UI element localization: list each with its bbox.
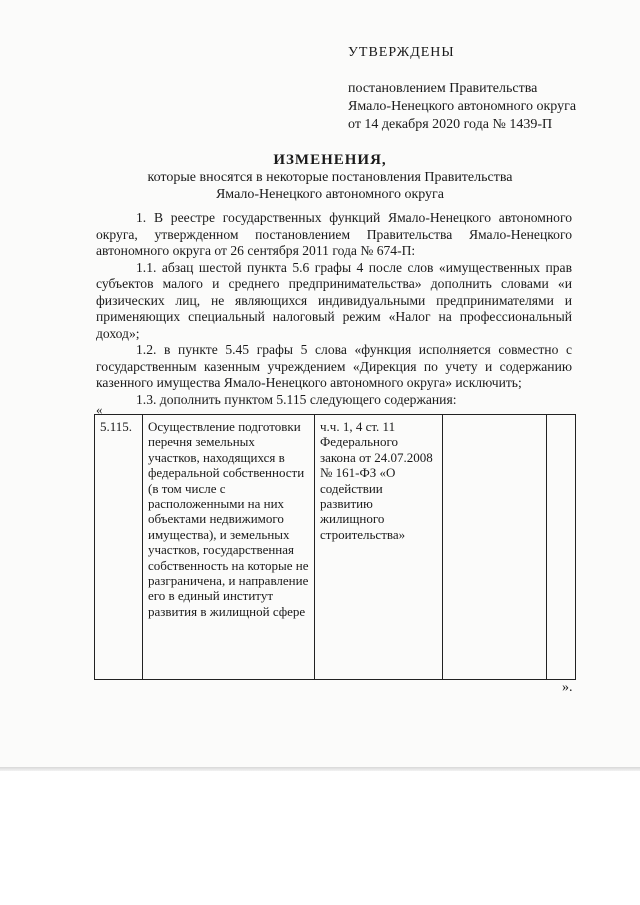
document-title-block — [90, 152, 570, 203]
registry-table — [94, 414, 576, 680]
cell-empty — [547, 415, 576, 680]
approval-heading: УТВЕРЖДЕНЫ — [348, 45, 455, 60]
paragraph: 1.2. в пункте 5.45 графы 5 слова «функция исполняется совместно с государственным казенным учреждением «Дирекция по учету и содержанию казенного имущества Ямало-Ненецкого автономного округа» исключить; — [96, 342, 572, 390]
paragraph: 1.3. дополнить пунктом 5.115 следующего содержания: — [136, 391, 457, 407]
document-title: ИЗМЕНЕНИЯ, — [273, 152, 387, 168]
opening-quote: « — [96, 402, 103, 417]
table-row — [95, 415, 576, 680]
document-subtitle-line: которые вносятся в некоторые постановления Правительства — [147, 170, 513, 185]
document-subtitle-line: Ямало-Ненецкого автономного округа — [215, 187, 445, 202]
cell-function: Осуществление подготовки перечня земельных участков, находящихся в федеральной собственности (в том числе с расположенными на них объектами недвижимого имущества), и земельных участков, государственная собственность на которые не разграничена, и направление его в единый институт развития в жилищной сфере — [143, 415, 315, 680]
cell-legal-basis: ч.ч. 1, 4 ст. 11 Федерального закона от 24.07.2008 № 161-ФЗ «О содействии развитию жилищного строительства» — [315, 415, 443, 680]
paragraph: 1.1. абзац шестой пункта 5.6 графы 4 после слов «имущественных прав субъектов малого и среднего предпринимательства» дополнить словами «и физических лиц, не являющихся индивидуальными предпринимателями и применяющих специальный налоговый режим «Налог на профессиональный доход»; — [96, 259, 572, 341]
closing-quote: ». — [562, 680, 573, 695]
approval-block — [348, 44, 576, 134]
approval-line: от 14 декабря 2020 года № 1439-П — [348, 117, 553, 132]
approval-line: Ямало-Ненецкого автономного округа — [348, 99, 577, 114]
cell-number: 5.115. — [95, 415, 143, 680]
cell-empty — [443, 415, 547, 680]
paragraph: 1. В реестре государственных функций Ямало-Ненецкого автономного округа, утвержденном постановлением Правительства Ямало-Ненецкого автономного округа от 26 сентября 2011 года № 674-П: — [96, 210, 572, 258]
approval-line: постановлением Правительства — [348, 81, 538, 96]
page-edge — [0, 767, 640, 771]
document-body — [96, 210, 572, 408]
